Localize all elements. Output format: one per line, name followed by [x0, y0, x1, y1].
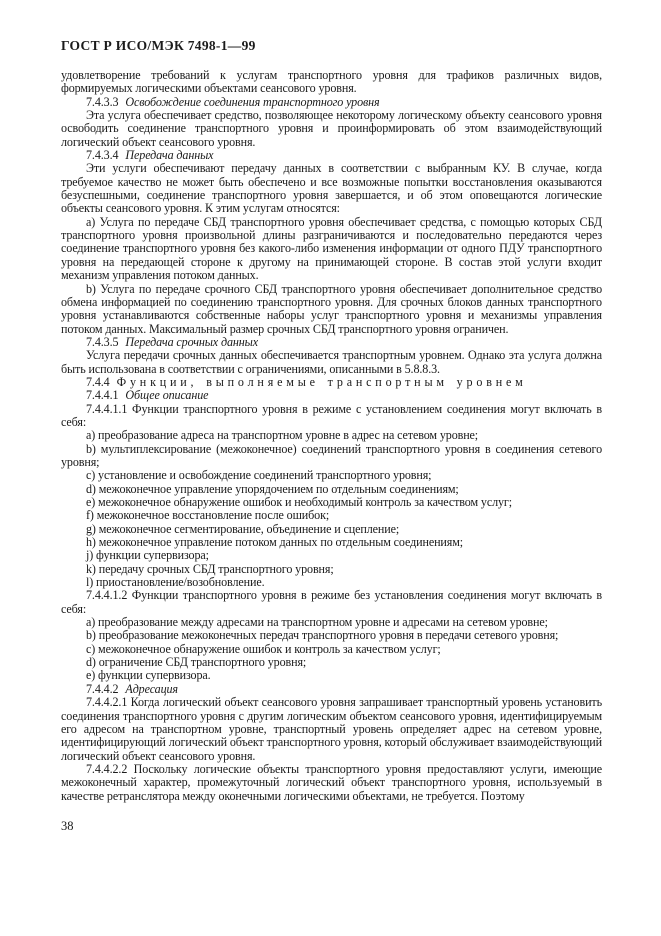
paragraph: 7.4.4.1.2 Функции транспортного уровня в режиме без установления соединения могут включать в себя: — [61, 588, 602, 616]
document-body — [61, 69, 602, 803]
section-number: 7.4.4.1 — [86, 388, 119, 403]
section-heading — [61, 389, 602, 402]
section-heading — [61, 376, 602, 389]
paragraph: f) межоконечное восстановление после ошибок; — [86, 508, 330, 523]
section-heading — [61, 683, 602, 696]
paragraph: e) функции супервизора. — [86, 668, 211, 683]
paragraph: a) преобразование адреса на транспортном уровне в адрес на сетевом уровне; — [86, 428, 479, 443]
paragraph: d) межоконечное управление упорядочением по отдельным соединениям; — [86, 481, 459, 496]
page-number: 38 — [61, 819, 74, 833]
paragraph: l) приостановление/возобновление. — [86, 575, 265, 590]
paragraph: c) межоконечное обнаружение ошибок и контроль за качеством услуг; — [86, 641, 441, 656]
section-title: Передача срочных данных — [125, 334, 258, 349]
paragraph: a) преобразование между адресами на транспортном уровне и адресами на сетевом уровне; — [86, 615, 548, 630]
paragraph: b) преобразование межоконечных передач транспортного уровня в передачи сетевого уровня; — [86, 628, 559, 643]
section-number: 7.4.3.3 — [86, 94, 119, 109]
paragraph: Эта услуга обеспечивает средство, позволяющее некоторому логическому объекту сеансового уровня освободить соединение транспортного уровня и проинформировать об этом взаимодействующий логический объект сеансового уровня. — [61, 108, 602, 149]
paragraph: b) Услуга по передаче срочного СБД транспортного уровня обеспечивает дополнительное средство обмена информацией по соединению транспортного уровня. Для срочных блоков данных транспортного уровня устанавливаются собственные наборы услуг транспортного уровня и механизмы управления потоком данных. Максимальный размер срочных СБД транспортного уровня ограничен. — [61, 281, 602, 336]
paragraph: k) передачу срочных СБД транспортного уровня; — [86, 561, 334, 576]
paragraph: c) установление и освобождение соединений транспортного уровня; — [86, 468, 432, 483]
paragraph: 7.4.4.1.1 Функции транспортного уровня в режиме с установлением соединения могут включать в себя: — [61, 401, 602, 429]
section-number: 7.4.4 — [86, 374, 110, 389]
paragraph: e) межоконечное обнаружение ошибок и необходимый контроль за качеством услуг; — [86, 495, 512, 509]
section-heading — [61, 336, 602, 349]
paragraph: g) межоконечное сегментирование, объединение и сцепление; — [86, 521, 400, 536]
section-number: 7.4.3.4 — [86, 148, 119, 163]
paragraph: удовлетворение требований к услугам транспортного уровня для трафиков различных видов, формируемых логическими объектами сеансового уровня. — [61, 68, 602, 96]
paragraph: 7.4.4.2.2 Поскольку логические объекты транспортного уровня предоставляют услуги, имеющие межоконечный характер, промежуточный логический объект транспортного уровня, используемый в качестве ретранслятора между оконечными логическими объектами, не требуется. Поэтому — [61, 761, 602, 803]
section-title: Адресация — [125, 681, 178, 696]
paragraph: Услуга передачи срочных данных обеспечивается транспортным уровнем. Однако эта услуга должна быть использована в соответствии с ограничениями, описанными в 5.8.8.3. — [61, 348, 602, 376]
section-heading — [61, 149, 602, 162]
paragraph: h) межоконечное управление потоком данных по отдельным соединениям; — [86, 535, 463, 550]
section-title: Освобождение соединения транспортного уровня — [125, 94, 380, 109]
paragraph: 7.4.4.2.1 Когда логический объект сеансового уровня запрашивает транспортный уровень установить соединения транспортного уровня с другим логическим объектом сеансового уровня, идентифицируемым его адресом на транспортном уровне, транспортный уровень определяет адрес на сетевом уровне, идентифицирующий логический объект транспортного уровня, который обслуживает взаимодействующий логический объект сеансового уровня. — [61, 695, 602, 763]
section-heading — [61, 96, 602, 109]
paragraph: a) Услуга по передаче СБД транспортного уровня обеспечивает средства, с помощью которых СБД транспортного уровня произвольной длины разграничиваются и последовательно передаются через соединение транспортного уровня без какого-либо изменения информации от одного ПДУ транспортного уровня на передающей стороне к другому на принимающей стороне. В состав этой услуги входит механизм управления потоком данных. — [61, 214, 602, 283]
paragraph: j) функции супервизора; — [86, 548, 209, 563]
paragraph: d) ограничение СБД транспортного уровня; — [86, 655, 307, 670]
section-title: Передача данных — [125, 148, 214, 163]
section-title: Общее описание — [125, 388, 209, 403]
section-number: 7.4.3.5 — [86, 334, 119, 349]
paragraph: b) мультиплексирование (межоконечное) соединений транспортного уровня в соединения сетевого уровня; — [61, 441, 602, 469]
document-header: ГОСТ Р ИСО/МЭК 7498-1—99 — [61, 38, 256, 53]
paragraph: Эти услуги обеспечивают передачу данных в соответствии с выбранным КУ. В случае, когда требуемое качество не может быть обеспечено и все возможные попытки восстановления оказываются безуспешными, соединение транспортного уровня завершается, и об этом оповещаются логические объекты сеансового уровня. К этим услугам относятся: — [61, 161, 602, 216]
section-number: 7.4.4.2 — [86, 681, 119, 696]
section-title: Функции, выполняемые транспортным уровнем — [116, 374, 527, 389]
